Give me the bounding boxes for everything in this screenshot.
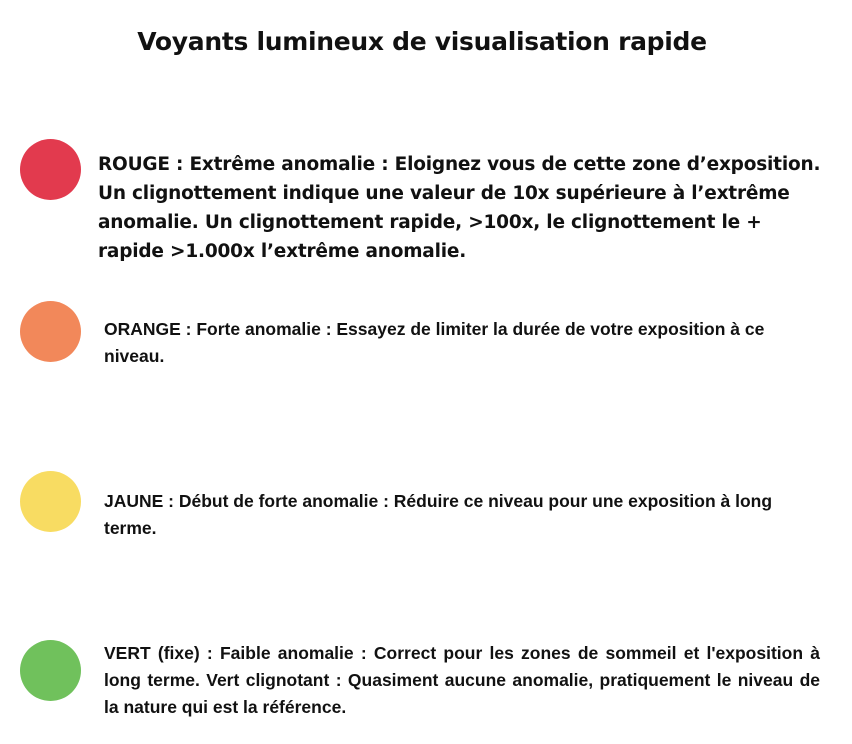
orange-legend-text: ORANGE : Forte anomalie : Essayez de limiter la durée de votre exposition à ce niveau. <box>104 319 765 366</box>
red-indicator-dot <box>20 139 81 200</box>
page-title: Voyants lumineux de visualisation rapide <box>137 26 707 56</box>
orange-indicator-dot <box>20 301 81 362</box>
yellow-legend-text: JAUNE : Début de forte anomalie : Réduire ce niveau pour une exposition à long terme. <box>104 491 773 538</box>
green-legend-text: VERT (fixe) : Faible anomalie : Correct pour les zones de sommeil et l'exposition à long terme. Vert clignotant : Quasiment aucune anomalie, pratiquement le niveau de la nature qui est la référence. <box>104 643 820 717</box>
red-legend-text: ROUGE : Extrême anomalie : Eloignez vous de cette zone d’exposition. Un clignottement indique une valeur de 10x supérieure à l’extrême anomalie. Un clignottement rapide, >100x, le clignottement le + rapide >1.000x l’extrême anomalie. <box>98 154 821 262</box>
yellow-indicator-dot <box>20 471 81 532</box>
green-indicator-dot <box>20 640 81 701</box>
